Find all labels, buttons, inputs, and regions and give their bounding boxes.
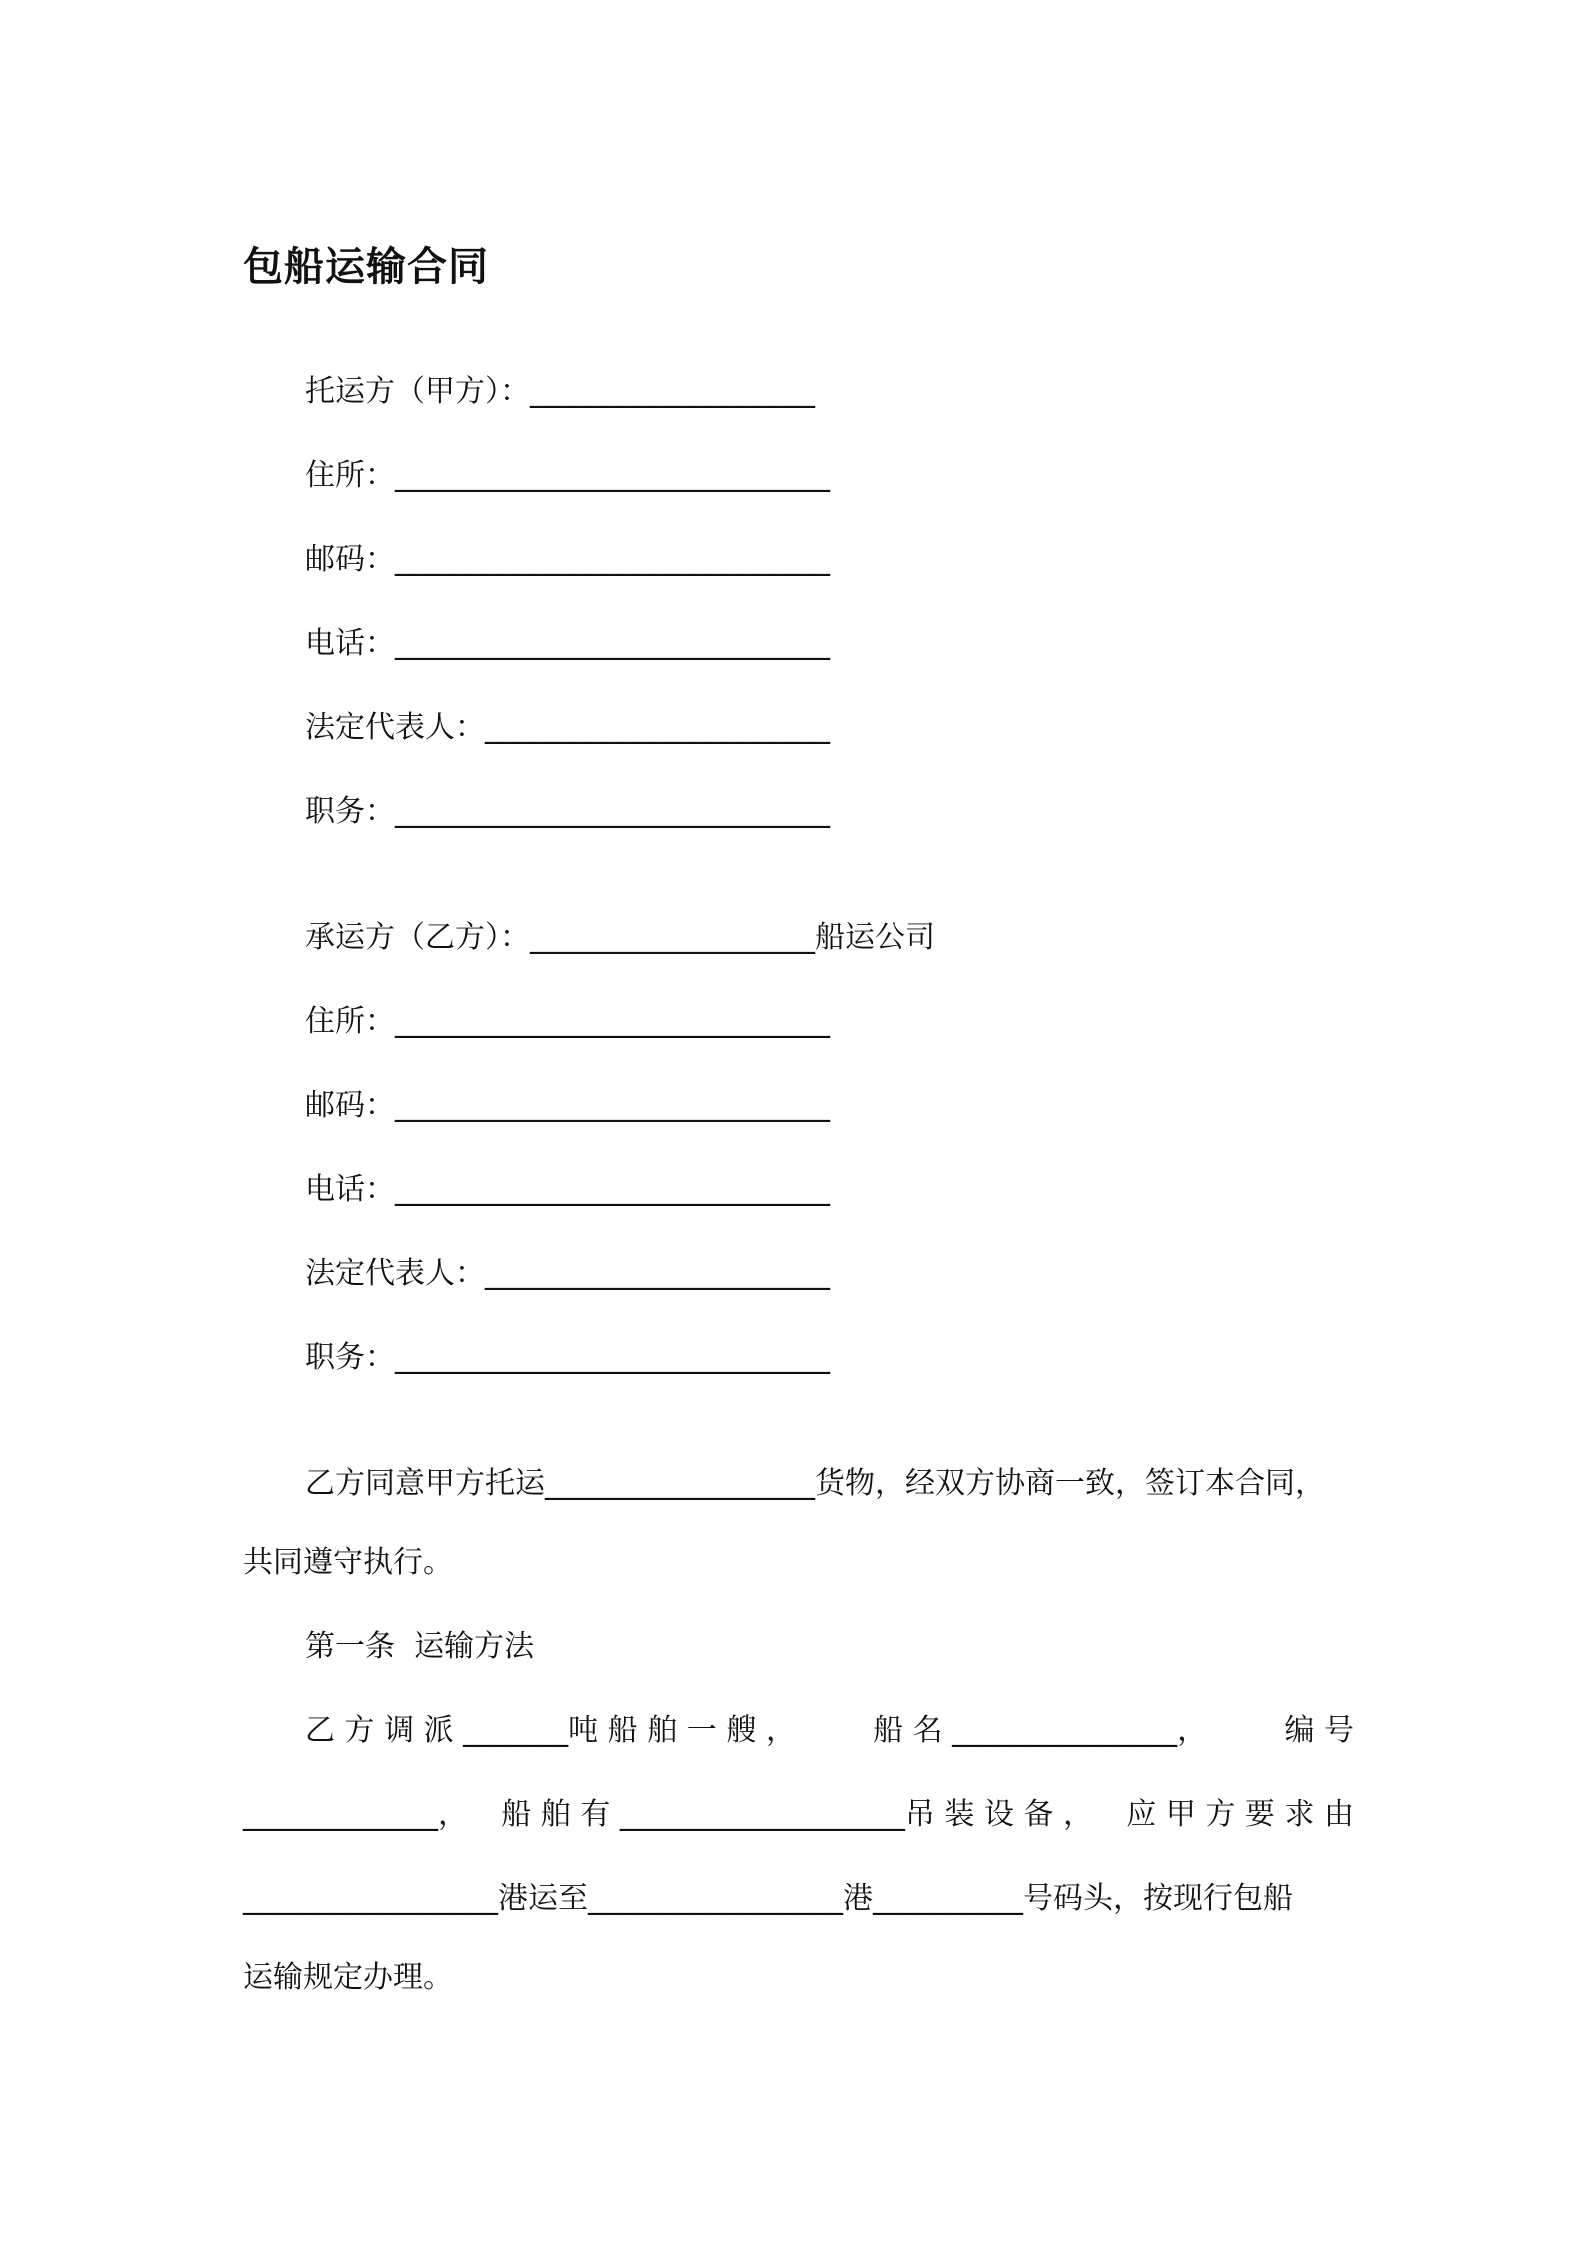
article-1-line-2-part: _____________， [243, 1797, 468, 1832]
party-b-heading: 承运方（乙方）：___________________船运公司 [305, 920, 935, 955]
article-1-line-1-part: 编 号 [1284, 1713, 1354, 1748]
party-a-phone: 电话：_____________________________ [305, 626, 830, 661]
article-1-line-1-part: 船 名 _______________， [873, 1713, 1208, 1748]
party-a-heading: 托运方（甲方）：___________________ [305, 374, 815, 409]
party-a-legal-rep: 法定代表人：_______________________ [305, 710, 830, 745]
party-b-phone: 电话：_____________________________ [305, 1172, 830, 1207]
party-b-position: 职务：_____________________________ [305, 1340, 830, 1375]
party-a-postcode: 邮码：_____________________________ [305, 542, 830, 577]
party-b-postcode: 邮码：_____________________________ [305, 1088, 830, 1123]
article-1-line-2 [243, 1795, 1354, 1835]
party-b-legal-rep: 法定代表人：_______________________ [305, 1256, 830, 1291]
article-1-heading: 第一条 运输方法 [305, 1629, 535, 1664]
document-title: 包船运输合同 [243, 244, 489, 290]
party-b-address: 住所：_____________________________ [305, 1004, 830, 1039]
article-1-line-1-part: 乙 方 调 派 _______吨 船 舶 一 艘 ， [305, 1713, 796, 1748]
agreement-line-2: 共同遵守执行。 [243, 1545, 453, 1580]
article-1-line-2-part: 应 甲 方 要 求 由 [1126, 1797, 1354, 1832]
article-1-line-4: 运输规定办理。 [243, 1960, 453, 1995]
party-a-position: 职务：_____________________________ [305, 794, 830, 829]
party-a-address: 住所：_____________________________ [305, 458, 830, 493]
article-1-line-2-part: 船 舶 有 ___________________吊 装 设 备 ， [501, 1797, 1094, 1832]
article-1-line-1 [305, 1711, 1354, 1751]
article-1-line-3: _________________港运至_________________港__________号码头，按现行包船 [243, 1881, 1293, 1916]
agreement-line-1: 乙方同意甲方托运__________________货物，经双方协商一致，签订本合同， [305, 1466, 1325, 1501]
